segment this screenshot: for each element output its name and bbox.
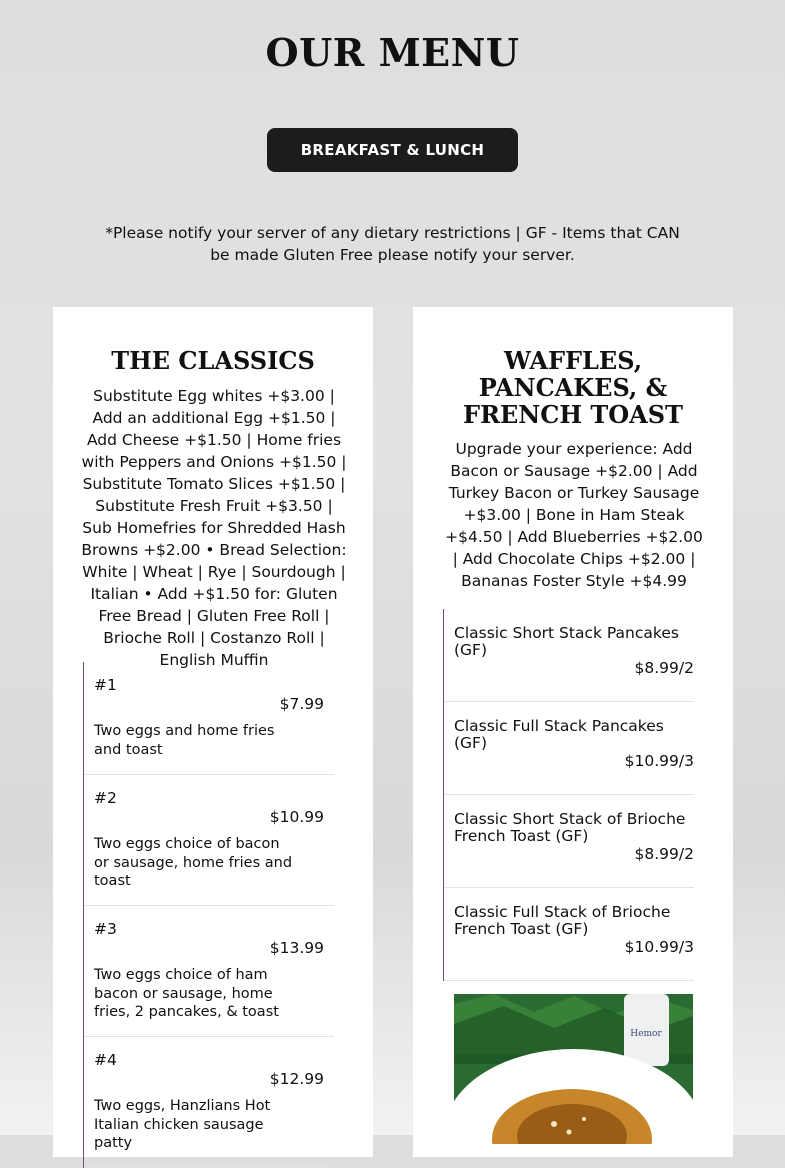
menu-item-name: #3 <box>94 920 117 938</box>
menu-item-price: $13.99 <box>269 939 324 957</box>
page-title: OUR MENU <box>265 30 520 75</box>
section-title-classics: THE CLASSICS <box>111 346 315 375</box>
menu-item-description: Two eggs, Hanzlians Hot Italian chicken sausage patty <box>94 1098 271 1151</box>
section-description-classics: Substitute Egg whites +$3.00 | Add an additional Egg +$1.50 | Add Cheese +$1.50 | Home fries with Peppers and Onions +$1.50 | Substitute Tomato Slices +$1.50 | Substitute Fresh Fruit +$3.50 | Sub Homefries for Shredded Hash Browns +$2.00 • Bread Selection: White | Wheat | Rye | Sourdough | Italian • Add +$1.50 for: Gluten Free Bread | Gluten Free Roll | Brioche Roll | Costanzo Roll | English Muffin <box>81 387 347 669</box>
classics-item-list <box>83 662 344 1168</box>
dietary-notice: *Please notify your server of any dietary restrictions | GF - Items that CAN be made Gluten Free please notify your server. <box>105 224 680 264</box>
menu-item-name: #4 <box>94 1051 117 1069</box>
menu-item-description: Two eggs and home fries and toast <box>94 723 275 758</box>
menu-item-price: $7.99 <box>279 695 324 713</box>
food-photo-icon <box>454 994 693 1144</box>
classics-card <box>53 307 373 1157</box>
menu-item <box>84 1037 334 1168</box>
menu-item-price: $10.99 <box>269 808 324 826</box>
waffles-card <box>413 307 733 1157</box>
menu-item-price: $12.99 <box>269 1070 324 1088</box>
menu-item <box>84 775 334 906</box>
menu-item-name: Classic Full Stack of Brioche French Toast (GF) <box>454 903 671 938</box>
menu-item <box>444 702 694 795</box>
menu-item <box>84 662 334 775</box>
menu-item <box>444 888 694 981</box>
menu-item-description: Two eggs choice of ham bacon or sausage, home fries, 2 pancakes, & toast <box>94 967 279 1020</box>
menu-item <box>444 609 694 702</box>
menu-item-name: #2 <box>94 789 117 807</box>
menu-item-price: $10.99/3 <box>624 938 694 956</box>
pancake-photo <box>454 994 693 1144</box>
tab-breakfast-lunch[interactable]: BREAKFAST & LUNCH <box>267 128 518 172</box>
menu-item <box>444 795 694 888</box>
menu-item-price: $8.99/2 <box>634 659 694 677</box>
menu-item <box>84 906 334 1037</box>
menu-item-name: #1 <box>94 676 117 694</box>
section-description-waffles: Upgrade your experience: Add Bacon or Sausage +$2.00 | Add Turkey Bacon or Turkey Sausage +$3.00 | Bone in Ham Steak +$4.50 | Add Blueberries +$2.00 | Add Chocolate Chips +$2.00 | Bananas Foster Style +$4.99 <box>445 440 703 590</box>
menu-item-name: Classic Short Stack of Brioche French Toast (GF) <box>454 810 686 845</box>
menu-item-price: $8.99/2 <box>634 845 694 863</box>
menu-item-price: $10.99/3 <box>624 752 694 770</box>
menu-item-name: Classic Full Stack Pancakes (GF) <box>454 717 664 752</box>
waffles-item-list <box>443 609 704 981</box>
section-title-waffles: WAFFLES, PANCAKES, & FRENCH TOAST <box>463 346 683 429</box>
bottle-label-text: Hemor <box>630 1029 662 1039</box>
menu-item-name: Classic Short Stack Pancakes (GF) <box>454 624 679 659</box>
menu-item-description: Two eggs choice of bacon or sausage, home fries and toast <box>94 836 293 889</box>
